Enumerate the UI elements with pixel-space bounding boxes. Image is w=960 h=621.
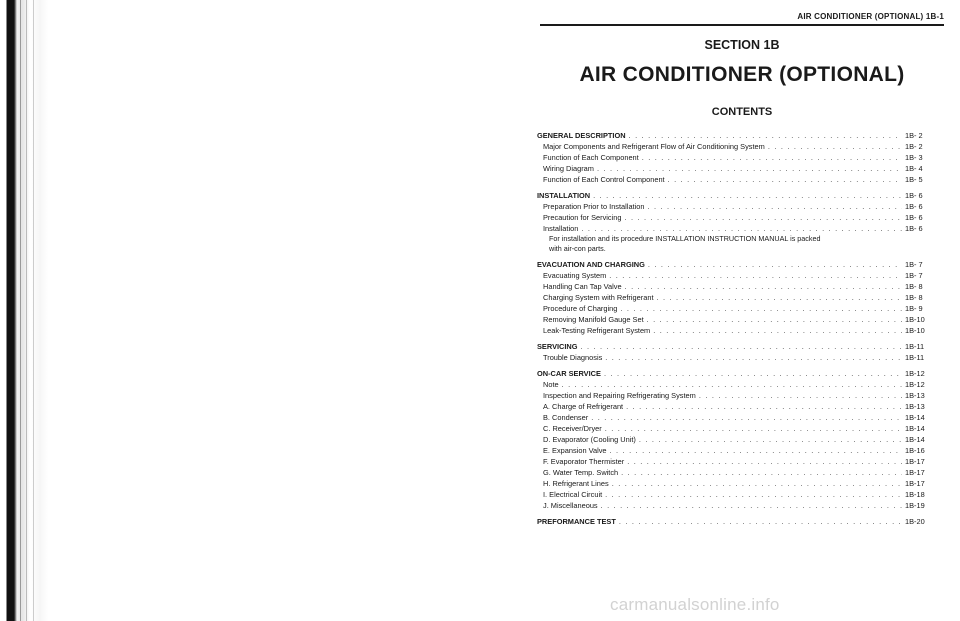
toc-entry-title: Note (543, 380, 559, 389)
toc-leader-dots (601, 500, 902, 511)
toc-entry[interactable] (537, 163, 933, 174)
toc-entry-title: Wiring Diagram (543, 164, 594, 173)
toc-entry[interactable] (537, 379, 933, 390)
toc-entry[interactable] (537, 270, 933, 281)
page-title: AIR CONDITIONER (OPTIONAL) (579, 63, 905, 86)
toc-entry-title: Precaution for Servicing (543, 213, 622, 222)
toc-entry-title: A. Charge of Refrigerant (543, 402, 624, 411)
toc-page-number: 1B-12 (905, 380, 925, 389)
toc-leader-dots (657, 292, 903, 303)
toc-entry-title: G. Water Temp. Switch (543, 468, 619, 477)
toc-leader-dots (624, 212, 902, 223)
toc-entry-title: Leak-Testing Refrigerant System (543, 326, 651, 335)
toc-leader-dots (699, 390, 902, 401)
toc-entry-title: Function of Each Control Component (543, 175, 665, 184)
toc-page-number: 1B-13 (905, 391, 925, 400)
toc-entry[interactable] (537, 434, 933, 445)
toc-entry-title: Handling Can Tap Valve (543, 282, 622, 291)
toc-leader-dots (627, 456, 902, 467)
toc-leader-dots (605, 489, 902, 500)
toc-entry[interactable] (537, 478, 933, 489)
toc-entry-title: E. Expansion Valve (543, 446, 607, 455)
toc-entry-title: Function of Each Component (543, 153, 639, 162)
toc-entry[interactable] (537, 314, 933, 325)
toc-leader-dots (647, 201, 902, 212)
toc-entry[interactable] (537, 423, 933, 434)
toc-leader-dots (621, 467, 902, 478)
watermark: carmanualsonline.info (610, 595, 780, 614)
toc-page-number: 1B- 2 (905, 131, 923, 140)
toc-page-number: 1B-18 (905, 490, 925, 499)
toc-page-number: 1B- 6 (905, 191, 923, 200)
toc-leader-dots (609, 270, 902, 281)
toc-entry[interactable] (537, 292, 933, 303)
section-label: SECTION 1B (704, 38, 780, 52)
toc-entry-title: Major Components and Refrigerant Flow of Air Conditioning System (543, 142, 765, 151)
toc-entry[interactable] (537, 325, 933, 336)
toc-leader-dots (593, 190, 902, 201)
toc-entry[interactable] (537, 401, 933, 412)
toc-section-entry[interactable] (537, 130, 933, 141)
toc-note: with air-con parts. (549, 244, 606, 253)
toc-leader-dots (629, 130, 902, 141)
toc-leader-dots (605, 423, 902, 434)
toc-leader-dots (648, 259, 902, 270)
toc-page-number: 1B-13 (905, 402, 925, 411)
toc-page-number: 1B-10 (905, 326, 925, 335)
toc-entry-title: D. Evaporator (Cooling Unit) (543, 435, 636, 444)
toc-page-number: 1B- 3 (905, 153, 923, 162)
toc-section-entry[interactable] (537, 259, 933, 270)
toc-page-number: 1B- 4 (905, 164, 923, 173)
toc-entry-title: Evacuating System (543, 271, 607, 280)
toc-entry[interactable] (537, 467, 933, 478)
toc-leader-dots (639, 434, 902, 445)
toc-entry-title: Inspection and Repairing Refrigerating System (543, 391, 696, 400)
toc-page-number: 1B- 6 (905, 224, 923, 233)
toc-page-number: 1B-14 (905, 424, 925, 433)
toc-entry[interactable] (537, 456, 933, 467)
toc-entry-title: INSTALLATION (537, 191, 591, 200)
toc-entry-title: J. Miscellaneous (543, 501, 598, 510)
toc-entry[interactable] (537, 500, 933, 511)
toc-entry-title: Removing Manifold Gauge Set (543, 315, 644, 324)
toc-leader-dots (581, 223, 902, 234)
toc-leader-dots (605, 352, 902, 363)
toc-leader-dots (642, 152, 902, 163)
toc-entry[interactable] (537, 445, 933, 456)
table-of-contents (537, 130, 933, 527)
toc-entry-title: I. Electrical Circuit (543, 490, 603, 499)
toc-page-number: 1B-20 (905, 517, 925, 526)
toc-page-number: 1B-10 (905, 315, 925, 324)
toc-leader-dots (620, 303, 902, 314)
toc-entry-title: H. Refrigerant Lines (543, 479, 609, 488)
toc-entry[interactable] (537, 412, 933, 423)
toc-leader-dots (653, 325, 902, 336)
toc-entry-title: GENERAL DESCRIPTION (537, 131, 626, 140)
toc-entry-title: F. Evaporator Thermister (543, 457, 625, 466)
scanned-binding-edge (0, 0, 48, 621)
toc-page-number: 1B- 6 (905, 213, 923, 222)
toc-page-number: 1B-11 (905, 342, 925, 351)
toc-entry[interactable] (537, 352, 933, 363)
toc-page-number: 1B- 5 (905, 175, 923, 184)
toc-entry-title: C. Receiver/Dryer (543, 424, 602, 433)
toc-entry-title: Trouble Diagnosis (543, 353, 603, 362)
toc-leader-dots (626, 401, 902, 412)
toc-entry-title: Procedure of Charging (543, 304, 618, 313)
toc-entry[interactable] (537, 390, 933, 401)
toc-leader-dots (647, 314, 902, 325)
toc-page-number: 1B-14 (905, 435, 925, 444)
header-rule (540, 24, 944, 26)
toc-page-number: 1B- 7 (905, 260, 923, 269)
toc-page-number: 1B-16 (905, 446, 925, 455)
toc-entry-title: B. Condenser (543, 413, 589, 422)
toc-entry[interactable] (537, 212, 933, 223)
toc-entry-title: EVACUATION AND CHARGING (537, 260, 645, 269)
binding-streak (26, 0, 27, 621)
toc-entry-title: ON-CAR SERVICE (537, 369, 601, 378)
toc-section-entry[interactable] (537, 341, 933, 352)
toc-leader-dots (591, 412, 902, 423)
toc-leader-dots (619, 516, 902, 527)
toc-page-number: 1B-12 (905, 369, 925, 378)
toc-leader-dots (562, 379, 902, 390)
toc-entry[interactable] (537, 223, 933, 234)
toc-leader-dots (604, 368, 902, 379)
toc-entry[interactable] (537, 281, 933, 292)
toc-page-number: 1B- 9 (905, 304, 923, 313)
toc-page-number: 1B-17 (905, 457, 925, 466)
toc-entry-title: PREFORMANCE TEST (537, 517, 616, 526)
toc-entry[interactable] (537, 152, 933, 163)
toc-page-number: 1B- 6 (905, 202, 923, 211)
toc-page-number: 1B- 2 (905, 142, 923, 151)
toc-leader-dots (612, 478, 902, 489)
toc-leader-dots (625, 281, 902, 292)
toc-section-entry[interactable] (537, 190, 933, 201)
toc-leader-dots (597, 163, 902, 174)
toc-leader-dots (581, 341, 902, 352)
toc-page-number: 1B-11 (905, 353, 925, 362)
toc-section-entry[interactable] (537, 516, 933, 527)
contents-heading: CONTENTS (711, 106, 773, 118)
toc-entry-title: Installation (543, 224, 579, 233)
binding-streak (20, 0, 21, 621)
running-header: AIR CONDITIONER (OPTIONAL) 1B-1 (797, 12, 944, 21)
toc-note: For installation and its procedure INSTALLATION INSTRUCTION MANUAL is packed (549, 234, 821, 243)
toc-entry-title: Preparation Prior to Installation (543, 202, 645, 211)
toc-section-entry[interactable] (537, 368, 933, 379)
toc-leader-dots (768, 141, 902, 152)
toc-entry[interactable] (537, 303, 933, 314)
toc-page-number: 1B-17 (905, 468, 925, 477)
toc-page-number: 1B- 8 (905, 282, 923, 291)
toc-leader-dots (668, 174, 902, 185)
toc-entry[interactable] (537, 201, 933, 212)
toc-page-number: 1B-14 (905, 413, 925, 422)
toc-entry[interactable] (537, 174, 933, 185)
toc-entry-title: SERVICING (537, 342, 578, 351)
toc-page-number: 1B-17 (905, 479, 925, 488)
toc-entry[interactable] (537, 141, 933, 152)
toc-entry[interactable] (537, 489, 933, 500)
toc-page-number: 1B- 8 (905, 293, 923, 302)
binding-streak (33, 0, 34, 621)
toc-leader-dots (610, 445, 902, 456)
toc-entry-title: Charging System with Refrigerant (543, 293, 654, 302)
toc-page-number: 1B- 7 (905, 271, 923, 280)
toc-page-number: 1B-19 (905, 501, 925, 510)
